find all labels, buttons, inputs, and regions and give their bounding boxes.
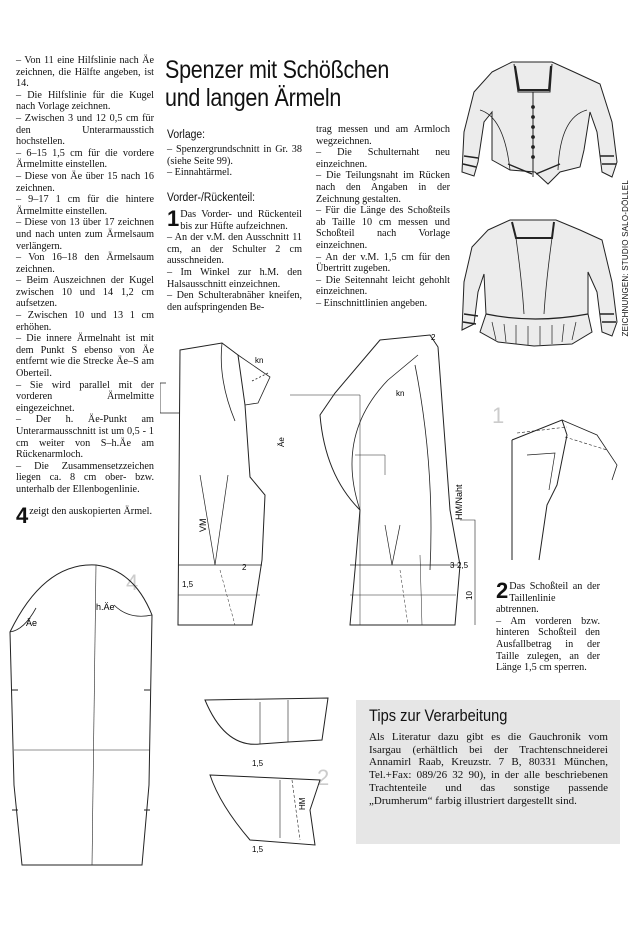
label-3: 3	[450, 561, 455, 570]
step-text: – Beim Auszeichnen der Kugel zwischen 10 und 14 1,2 cm aufsetzen.	[16, 275, 154, 310]
fig4-text: zeigt den auskopierten Ärmel.	[29, 505, 153, 517]
title-line-1: Spenzer mit Schößchen	[165, 56, 390, 84]
sleeve-ae-label: Äe	[26, 618, 38, 628]
vr-item: – Im Winkel zur h.M. den Halsausschnitt einzeichnen.	[167, 266, 302, 290]
label-hm-naht: HM/Naht	[454, 484, 464, 520]
left-column	[16, 55, 154, 528]
label-2-5: 2,5	[457, 561, 469, 570]
vr-item: – An der v.M. den Ausschnitt 11 cm, an der Schulter 2 cm ausschneiden.	[167, 232, 302, 267]
right-line: – Die Teilungsnaht im Rücken nach den Angaben in der Zeichnung gestalten.	[316, 170, 450, 205]
right-line: – Die Schulternaht neu einzeichnen.	[316, 147, 450, 170]
step-text: – 6–15 1,5 cm für die vordere Ärmelmitte einstellen.	[16, 147, 154, 171]
pattern-draft	[160, 325, 490, 635]
right-line: – Für die Länge des Schoßteils ab Taille 10 cm messen und Schoßteil nach Vorlage einzeichnen.	[316, 205, 450, 251]
label-vm: VM	[198, 518, 208, 532]
sleeve-pattern	[4, 560, 166, 875]
vr-text	[167, 206, 302, 313]
fig2-diagram-number: 2	[317, 765, 330, 790]
figure-2	[200, 690, 360, 860]
fig1-number: 1	[492, 403, 505, 428]
jacket-front-illustration	[462, 62, 617, 184]
step-text: – Zwischen 3 und 12 0,5 cm für den Unterarmausstich hochstellen.	[16, 112, 154, 148]
right-line: – Einschnittlinien angeben.	[316, 297, 428, 309]
label-kn-back: kn	[396, 389, 405, 398]
shoulder-dart	[238, 355, 270, 405]
step1-paragraph	[167, 206, 302, 232]
vorlage-item: – Einnahtärmel.	[167, 167, 233, 179]
step1-text: Das Vorder- und Rückenteil bis zur Hüfte aufzeichnen.	[180, 209, 302, 232]
sleeve-hae-label: h.Äe	[96, 602, 115, 612]
fig2-text-1: Das Schoßteil an der Taillenlinie abtrennen.	[496, 581, 600, 616]
vorlage-heading: Vorlage:	[167, 129, 205, 141]
step-text: – Von 11 eine Hilfslinie nach Äe zeichnen, die Hälfte angeben, ist 14.	[16, 55, 154, 90]
vr-item: – Den Schulterabnäher kneifen, den aufspringenden Be-	[167, 290, 302, 313]
figure-1	[487, 395, 622, 565]
label-2: 2	[242, 563, 247, 572]
fig2-hm: HM	[298, 797, 307, 810]
step-text: – 9–17 1 cm für die hintere Ärmelmitte einstellen.	[16, 194, 154, 217]
tips-box	[356, 700, 620, 844]
label-kn: kn	[255, 356, 264, 365]
step-text: – Zwischen 10 und 13 1 cm erhöhen.	[16, 310, 154, 333]
right-line: – An der v.M. 1,5 cm für den Übertritt zugeben.	[316, 251, 450, 275]
step1-number: 1	[167, 206, 180, 231]
label-2-back: 2	[431, 333, 436, 342]
label-1-5: 1,5	[182, 580, 194, 589]
vr-heading: Vorder-/Rückenteil:	[167, 192, 256, 204]
tips-body: Als Literatur dazu gibt es die Gauchronik vom Isargau (erhältlich bei der Trachtenschneiderei Annamirl Raab, Kreuzstr. 7 B, 80331 München, Tel.+Fax: 089/26 32 90), in der alle beschriebenen Trachtenteile und das sonstige passende „Drumherum“ farbig illustriert dargestellt sind.	[369, 731, 608, 807]
right-text-column	[316, 124, 450, 310]
label-10: 10	[465, 591, 474, 600]
jacket-illustrations	[452, 52, 622, 357]
right-line: – Die Seitennaht leicht gehohlt einzeichnen.	[316, 274, 450, 298]
step-text: – Diese von Äe über 15 nach 16 zeichnen.	[16, 170, 154, 194]
fig4-number: 4	[16, 502, 29, 528]
fig2-text-2: – Am vorderen bzw. hinteren Schoßteil den Ausfallbetrag in der Taille zulegen, an der Länge 1,5 cm sperren.	[496, 615, 600, 674]
title-line-2: und langen Ärmeln	[165, 84, 342, 112]
step-text: – Die innere Ärmelnaht ist mit dem Punkt S ebenso von Äe entfernt wie die Strecke Äe–S am Oberteil.	[16, 333, 154, 380]
sleeve-number: 4	[126, 570, 139, 595]
tips-heading: Tips zur Verarbeitung	[369, 706, 508, 725]
fig2-number: 2	[496, 578, 509, 603]
right-line: trag messen und am Armloch wegzeichnen.	[316, 124, 450, 147]
step-text: – Der h. Äe-Punkt am Unterarmausschnitt ist um 0,5 - 1 cm weiter von S–h.Äe am Rückenarmloch.	[16, 414, 154, 461]
step-text: – Diese von 13 über 17 zeichnen und nach unten zum Ärmelsaum verlängern.	[16, 217, 154, 252]
fig4-caption	[16, 502, 154, 528]
step-text: – Von 16–18 den Ärmelsaum zeichnen.	[16, 252, 154, 275]
illustration-credit: ZEICHNUNGEN: STUDIO SALO-DÖLLEL	[621, 180, 630, 337]
fig2-1-5-bottom: 1,5	[252, 845, 264, 854]
step-text: – Sie wird parallel mit der vorderen Ärmelmitte eingezeichnet.	[16, 379, 154, 414]
back-panel	[320, 335, 475, 625]
vorlage-item: – Spenzergrundschnitt in Gr. 38 (siehe Seite 99).	[167, 144, 302, 167]
fig2-paragraph	[496, 578, 600, 616]
step-text: – Die Zusammensetzzeichen liegen ca. 8 cm ober- bzw. unterhalb der Ellenbogenlinie.	[16, 460, 154, 495]
vorlage-list	[167, 144, 302, 179]
front-panel	[160, 343, 265, 625]
label-ae: Äe	[277, 437, 286, 447]
step-text: – Die Hilfslinie für die Kugel nach Vorlage zeichnen.	[16, 89, 154, 113]
article-title	[165, 56, 389, 112]
fig2-text	[496, 578, 600, 674]
fig2-1-5-top: 1,5	[252, 759, 264, 768]
